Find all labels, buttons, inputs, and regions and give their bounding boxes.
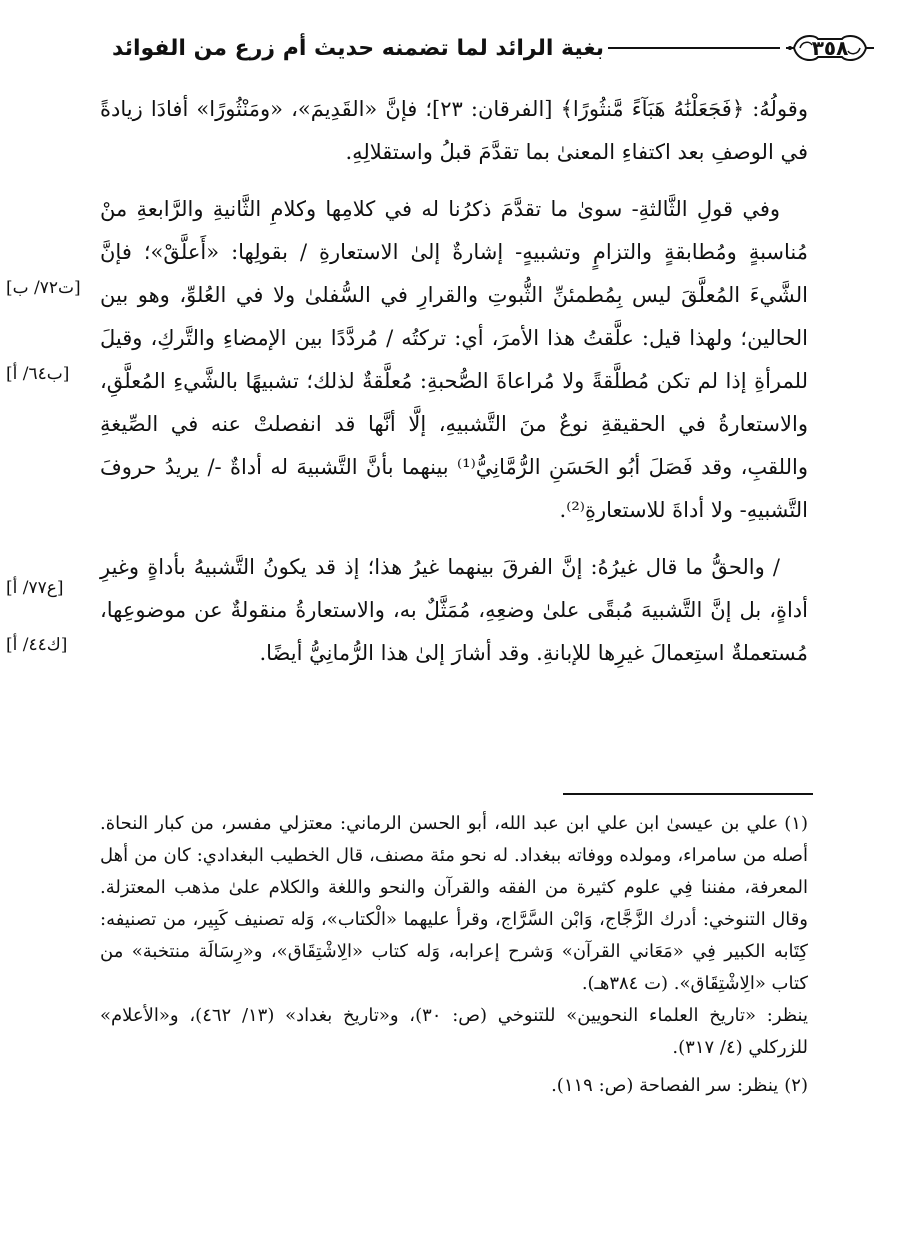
page-number: ٣٥٨ bbox=[811, 36, 849, 60]
footnotes bbox=[100, 808, 808, 1108]
paragraph: وقولُهُ: ﴿فَجَعَلْنَٰهُ هَبَآءً مَّنثُورًا﴾ [الفرقان: ٢٣]؛ فإنَّ «القَدِيمَ»، «ومَنْثُورًا» أفادَا زيادةً في الوصفِ بعد اكتفاءِ المعنىٰ بما تقدَّمَ قبلُ واستقلالِهِ. bbox=[100, 97, 808, 164]
header-rule bbox=[608, 47, 780, 49]
main-text bbox=[100, 88, 808, 689]
page-number-ornament bbox=[784, 31, 876, 65]
footnote-1 bbox=[100, 808, 808, 1064]
footnote-2 bbox=[100, 1070, 808, 1102]
paragraph: وفي قولِ الثَّالثةِ- سوىٰ ما تقدَّمَ ذكرُنا له في كلامِها وكلامِ الثَّانيةِ والرَّابعةِ منْ مُناسبةٍ ومُطابقةٍ والتزامٍ وتشبيهٍ- إشارةٌ إلىٰ الاستعارةِ / بقولِها: «أَعلَّقْ»؛ فإنَّ الشَّيءَ المُعلَّقَ ليس بِمُطمئنِّ الثُّبوتِ والقرارِ في السُّفلىٰ ولا في العُلوِّ، وهو بين الحالين؛ ولهذا قيل: علَّقتُ هذا الأمرَ، أي: تركتُه / مُردَّدًا بين الإمضاءِ والتَّركِ، وقيلَ للمرأةِ إذا لم تكن مُطلَّقةً ولا مُراعاةَ الصُّحبةِ: مُعلَّقةٌ لذلك؛ تشبيهًا بالشَّيءِ المُعلَّقِ، والاستعارةُ في الحقيقةِ نوعٌ منَ التَّشبيهِ، إلَّا أنَّها قد انفصلتْ عنه في الصِّيغةِ واللقبِ، وقد فَصَلَ أبُو الحَسَنِ الرُّمَّانِيُّ⁽¹⁾ بينهما بأنَّ التَّشبيهَ له أداةٌ -/ يريدُ حروفَ التَّشبيهِ- ولا أداةَ للاستعارةِ⁽²⁾. bbox=[100, 197, 808, 522]
manuscript-ref: [ت٧٢/ ب] bbox=[6, 278, 81, 298]
paragraph: / والحقُّ ما قال غيرُهُ: إنَّ الفرقَ بينهما غيرُ هذا؛ إذ قد يكونُ التَّشبيهُ بأداةٍ وغيرِ أداةٍ، بل إنَّ التَّشبيهَ مُبقًى علىٰ وضعِهِ، مُمَثَّلٌ به، والاستعارةُ منقولةٌ عن موضوعِها، مُستعملةٌ استِعمالَ غيرِها للإبانةِ. وقد أشارَ إلىٰ هذا الرُّمانِيُّ أيضًا. bbox=[100, 555, 808, 665]
footnote-separator bbox=[563, 793, 813, 795]
footnote-text: علي بن عيسىٰ ابن علي ابن عبد الله، أبو الحسن الرماني: معتزلي مفسر، من كبار النحاة. أصله من سامراء، ومولده ووفاته ببغداد. له نحو مئة مصنف، قال الخطيب البغدادي: كان من أهل المعرفة، مفننا فِي علوم كثيرة من الفقه والقرآن والنحو واللغة والكلام علىٰ مذهب المعتزلة. وقال التنوخي: أدرك الزَّجَّاج، وَابْن السَّرَّاج، وقرأ عليهما «الْكتاب»، وَله تصنيف كَبِير، من تصنيفه: كِتَابه الكبير فِي «مَعَاني القرآن» وَشرح إعرابه، وَله كتاب «الِاشْتِقَاق»، و«رِسَالَة منتخبة» من كتاب «الِاشْتِقَاق». (ت ٣٨٤هـ). bbox=[100, 813, 808, 994]
manuscript-ref: [ع٧٧/ أ] bbox=[6, 578, 64, 598]
manuscript-ref: [ك٤٤/ أ] bbox=[6, 635, 68, 655]
manuscript-ref: [ب٦٤/ أ] bbox=[6, 364, 70, 384]
footnote-text: ينظر: سر الفصاحة (ص: ١١٩). bbox=[551, 1075, 779, 1096]
page-header bbox=[100, 28, 880, 68]
footnote-number: (١) bbox=[784, 813, 808, 834]
footnote-number: (٢) bbox=[784, 1075, 808, 1096]
running-title: بغية الرائد لما تضمنه حديث أم زرع من الفوائد bbox=[112, 35, 605, 61]
footnote-references: ينظر: «تاريخ العلماء النحويين» للتنوخي (ص: ٣٠)، و«تاريخ بغداد» (١٣/ ٤٦٢)، و«الأعلام» للزركلي (٤/ ٣١٧). bbox=[100, 1005, 808, 1058]
